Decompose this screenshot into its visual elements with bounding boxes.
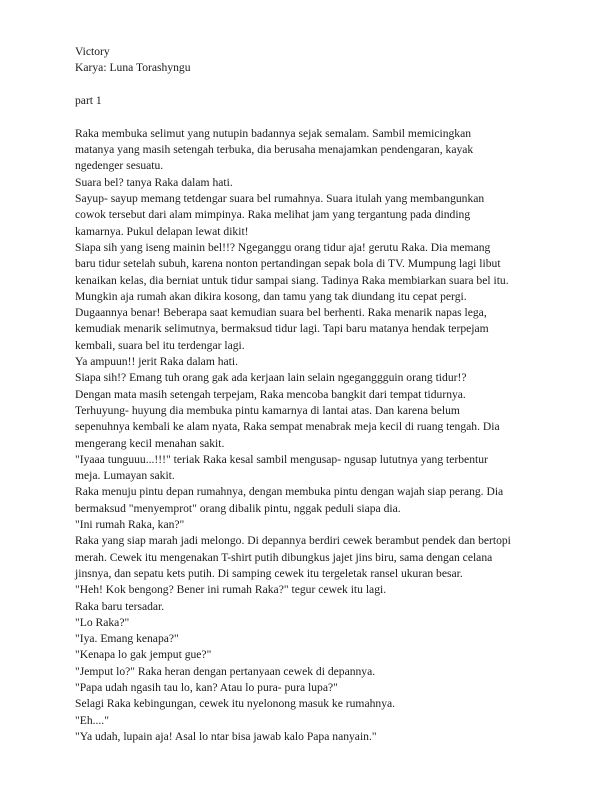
paragraph-line: Siapa sih yang iseng mainin bel!!? Ngeganggu orang tidur aja! gerutu Raka. Dia memang — [75, 240, 491, 254]
paragraph-line: bermaksud "menyemprot" orang dibalik pintu, nggak peduli siapa dia. — [75, 501, 401, 515]
story-paragraph — [75, 696, 575, 712]
paragraph-line: Raka menuju pintu depan rumahnya, dengan membuka pintu dengan wajah siap perang. Dia — [75, 485, 504, 499]
paragraph-line: "Iyaaa tunguuu...!!!" teriak Raka kesal sambil mengusap- ngusap lututnya yang terbentur — [75, 452, 488, 466]
story-paragraph — [75, 517, 575, 533]
paragraph-line: Siapa sih!? Emang tuh orang gak ada kerjaan lain selain ngeganggguin orang tidur!? — [75, 371, 467, 385]
paragraph-line: Dengan mata masih setengah terpejam, Raka mencoba bangkit dari tempat tidurnya. — [75, 387, 466, 401]
paragraph-line: "Heh! Kok bengong? Bener ini rumah Raka?" tegur cewek itu lagi. — [75, 583, 387, 597]
paragraph-line: meja. Lumayan sakit. — [75, 469, 175, 483]
story-paragraph — [75, 664, 575, 680]
paragraph-line: "Kenapa lo gak jemput gue?" — [75, 648, 212, 662]
paragraph-line: Sayup- sayup memang tetdengar suara bel rumahnya. Suara itulah yang membangunkan — [75, 192, 485, 206]
paragraph-line: Raka membuka selimut yang nutupin badannya sejak semalam. Sambil memicingkan — [75, 126, 472, 140]
paragraph-line: kembali, suara bel itu terdengar lagi. — [75, 338, 245, 352]
paragraph-line: sepenuhnya kembali ke alam nyata, Raka sempat menabrak meja kecil di ruang tengah. Dia — [75, 420, 500, 434]
paragraph-line: "Lo Raka?" — [75, 615, 130, 629]
paragraph-line: Terhuyung- huyung dia membuka pintu kamarnya di lantai atas. Dan karena belum — [75, 403, 460, 417]
story-body — [75, 126, 575, 745]
story-paragraph — [75, 533, 575, 582]
paragraph-line: "Jemput lo?" Raka heran dengan pertanyaan cewek di depannya. — [75, 664, 376, 678]
paragraph-line: kemudiak menarik selimutnya, bermaksud tidur lagi. Tapi baru matanya hendak terpejam — [75, 322, 489, 336]
paragraph-line: "Ini rumah Raka, kan?" — [75, 518, 185, 532]
paragraph-line: "Papa udah ngasih tau lo, kan? Atau lo pura- pura lupa?" — [75, 680, 338, 694]
paragraph-line: Raka baru tersadar. — [75, 599, 165, 613]
story-paragraph — [75, 452, 575, 485]
story-paragraph — [75, 680, 575, 696]
paragraph-line: Dugaannya benar! Beberapa saat kemudian suara bel berhenti. Raka menarik napas lega, — [75, 306, 487, 320]
paragraph-line: "Iya. Emang kenapa?" — [75, 632, 179, 646]
paragraph-line: baru tidur setelah subuh, karena nonton pertandingan sepak bola di TV. Mumpung lagi libut — [75, 257, 501, 271]
story-paragraph — [75, 175, 575, 191]
author-line: Karya: Luna Torashyngu — [75, 61, 191, 75]
story-paragraph — [75, 191, 575, 240]
paragraph-line: Selagi Raka kebingungan, cewek itu nyelonong masuk ke rumahnya. — [75, 697, 396, 711]
story-paragraph — [75, 631, 575, 647]
paragraph-line: "Eh...." — [75, 713, 109, 727]
paragraph-line: matanya yang masih setengah terbuka, dia berusaha menajamkan pendengaran, kayak — [75, 143, 474, 157]
paragraph-line: kamarnya. Pukul delapan lewat dikit! — [75, 224, 249, 238]
story-paragraph — [75, 126, 575, 175]
story-paragraph — [75, 354, 575, 370]
document-page — [75, 44, 575, 745]
paragraph-line: ngedenger sesuatu. — [75, 159, 164, 173]
paragraph-line: merah. Cewek itu mengenakan T-shirt putih dibungkus jajet jins biru, sama dengan celana — [75, 550, 493, 564]
part-heading: part 1 — [75, 93, 102, 107]
paragraph-line: Suara bel? tanya Raka dalam hati. — [75, 175, 233, 189]
document-title: Victory — [75, 45, 110, 58]
story-paragraph — [75, 713, 575, 729]
paragraph-line: cowok tersebut dari alam mimpinya. Raka melihat jam yang tergantung pada dinding — [75, 208, 471, 222]
paragraph-line: kenaikan kelas, dia berniat untuk tidur sampai siang. Tadinya Raka membiarkan suara bel itu. — [75, 273, 509, 287]
story-paragraph — [75, 729, 575, 745]
paragraph-line: jinsnya, dan sepatu kets putih. Di samping cewek itu tergeletak ransel ukuran besar. — [75, 566, 463, 580]
paragraph-line: "Ya udah, lupain aja! Asal lo ntar bisa jawab kalo Papa nanyain." — [75, 729, 377, 743]
story-paragraph — [75, 370, 575, 386]
story-paragraph — [75, 647, 575, 663]
story-paragraph — [75, 582, 575, 598]
paragraph-line: Ya ampuun!! jerit Raka dalam hati. — [75, 355, 239, 369]
story-paragraph — [75, 599, 575, 615]
story-paragraph — [75, 240, 575, 305]
story-paragraph — [75, 615, 575, 631]
paragraph-line: mengerang kecil menahan sakit. — [75, 436, 225, 450]
story-paragraph — [75, 484, 575, 517]
paragraph-line: Mungkin aja rumah akan dikira kosong, dan tamu yang tak diundang itu cepat pergi. — [75, 289, 467, 303]
paragraph-line: Raka yang siap marah jadi melongo. Di depannya berdiri cewek berambut pendek dan bertopi — [75, 534, 511, 548]
story-paragraph — [75, 305, 575, 354]
story-paragraph — [75, 403, 575, 452]
story-paragraph — [75, 387, 575, 403]
